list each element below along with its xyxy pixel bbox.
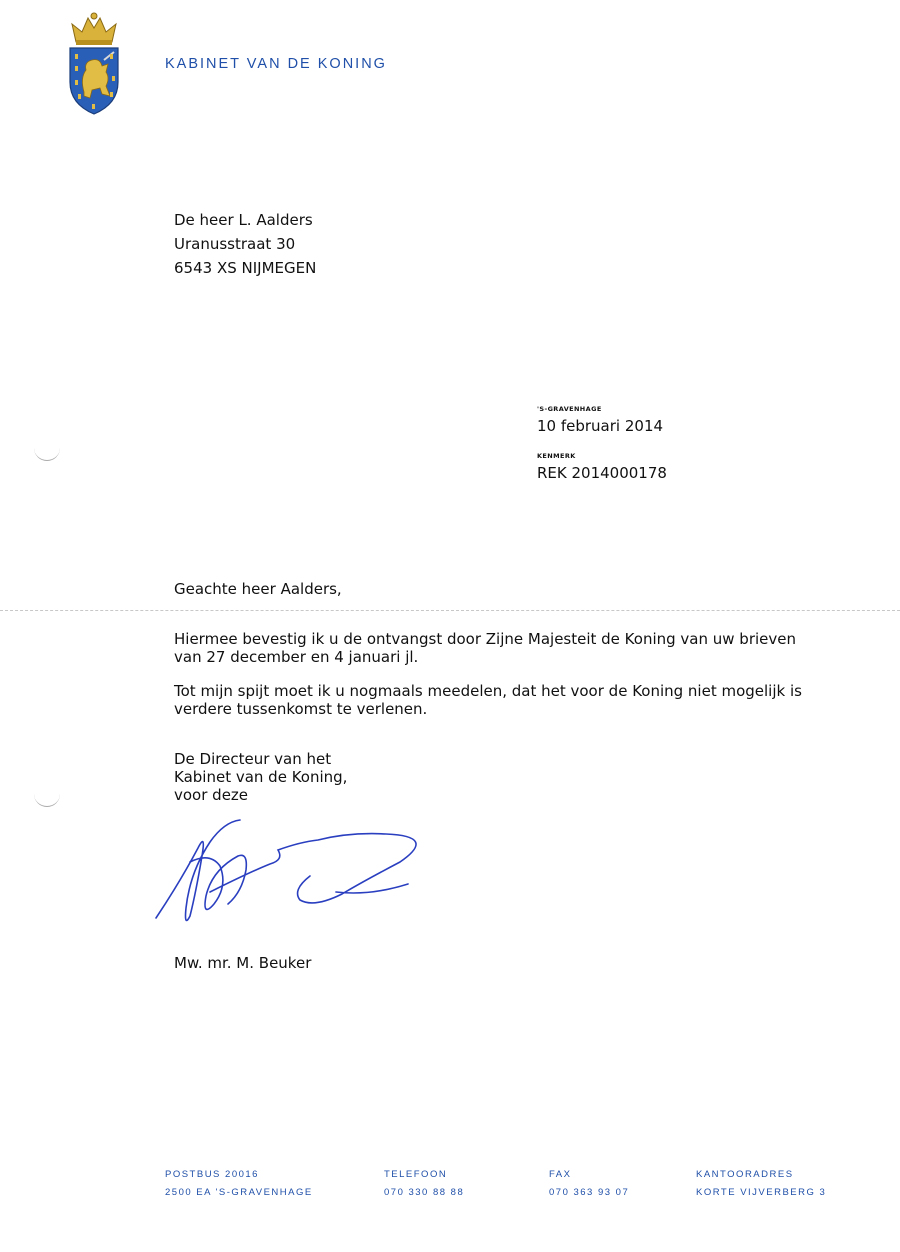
recipient-address (174, 208, 316, 280)
footer-postbus (165, 1166, 313, 1202)
reference-label: KENMERK (537, 452, 576, 460)
footer-postbus-value: 2500 EA 'S-GRAVENHAGE (165, 1187, 313, 1198)
footer-postbus-label: POSTBUS 20016 (165, 1169, 259, 1180)
reference-number: REK 2014000178 (537, 464, 667, 482)
reference-block (537, 452, 667, 482)
handwritten-signature (150, 812, 450, 932)
paragraph-2-line: verdere tussenkomst te verlenen. (174, 700, 428, 718)
recipient-name: De heer L. Aalders (174, 211, 313, 229)
paragraph-1-line: van 27 december en 4 januari jl. (174, 648, 419, 666)
footer-office-label: KANTOORADRES (696, 1169, 794, 1180)
footer-phone-value: 070 330 88 88 (384, 1187, 465, 1198)
paragraph-2 (174, 682, 802, 718)
paragraph-2-line: Tot mijn spijt moet ik u nogmaals meedelen, dat het voor de Koning niet mogelijk is (174, 682, 802, 700)
recipient-street: Uranusstraat 30 (174, 235, 296, 253)
closing-line: De Directeur van het (174, 750, 332, 768)
footer-office-address (696, 1166, 826, 1202)
fold-line (0, 610, 900, 611)
footer-fax-value: 070 363 93 07 (549, 1187, 630, 1198)
paragraph-1 (174, 630, 796, 666)
place-label: 'S-GRAVENHAGE (537, 405, 602, 413)
recipient-city: 6543 XS NIJMEGEN (174, 259, 317, 277)
footer-fax (549, 1166, 629, 1202)
closing-line: voor deze (174, 786, 249, 804)
paragraph-1-line: Hiermee bevestig ik u de ontvangst door Zijne Majesteit de Koning van uw brieven (174, 630, 797, 648)
signatory-name: Mw. mr. M. Beuker (174, 954, 312, 972)
closing (174, 750, 347, 804)
salutation: Geachte heer Aalders, (174, 580, 342, 598)
footer-phone-label: TELEFOON (384, 1169, 448, 1180)
footer-fax-label: FAX (549, 1169, 572, 1180)
closing-line: Kabinet van de Koning, (174, 768, 348, 786)
footer-office-value: KORTE VIJVERBERG 3 (696, 1187, 827, 1198)
letter-date: 10 februari 2014 (537, 417, 664, 435)
punch-hole-mark (34, 792, 60, 807)
royal-crest-icon (62, 12, 126, 116)
org-name: KABINET VAN DE KONING (165, 56, 387, 72)
punch-hole-mark (34, 446, 60, 461)
date-block (537, 405, 663, 435)
footer-phone (384, 1166, 464, 1202)
